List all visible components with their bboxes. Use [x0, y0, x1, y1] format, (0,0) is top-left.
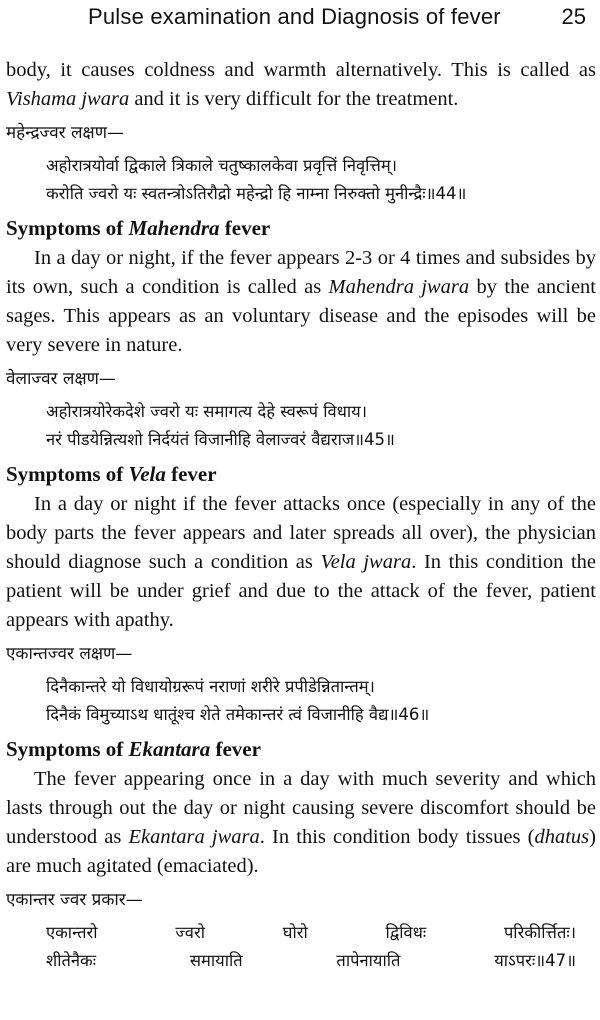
italic-term: Mahendra jwara: [328, 276, 470, 298]
verse-line: अहोरात्रयोर्वा द्विकाले त्रिकाले चतुष्कालकेवा प्रवृत्तिं निवृत्तिम्।: [46, 156, 397, 175]
heading-text: fever: [219, 216, 271, 240]
verse-44: [46, 152, 596, 208]
text-run: and it is very difficult for the treatment.: [129, 88, 459, 110]
verse-word: एकान्तरो: [46, 923, 98, 942]
paragraph-mahendra: [6, 244, 596, 360]
italic-term: Ekantara jwara: [128, 826, 260, 848]
paragraph-vela: [6, 490, 596, 635]
text-run: . In this condition the patient will be under grief and due to the attack of the fever, patient appears with apathy.: [6, 551, 596, 631]
verse-45: [46, 398, 596, 454]
heading-vela: [6, 460, 596, 488]
verse-line: [46, 947, 576, 975]
sanskrit-label-vela: वेलाज्वर लक्षण—: [6, 369, 116, 389]
text-run: The fever appearing once in a day with much severity and which lasts through out the day or night causing severe discomfort should be understood as: [6, 768, 596, 848]
text-run: In a day or night, if the fever appears 2-3 or 4 times and subsides by its own, such a condition is called as: [6, 247, 596, 298]
verse-word: याऽपरः॥47॥: [494, 951, 576, 970]
verse-word: शीतेनैकः: [46, 951, 97, 970]
heading-ekantara: [6, 735, 596, 763]
heading-italic: Mahendra: [128, 216, 220, 240]
page-number: 25: [561, 4, 586, 29]
text-run: ) are much agitated (emaciated).: [6, 826, 596, 877]
verse-word: तापेनायाति: [336, 951, 401, 970]
text-run: In a day or night if the fever attacks once (especially in any of the body parts the fever appears and later spreads all over), the physician should diagnose such a condition as: [6, 493, 596, 573]
verse-line: [46, 919, 576, 947]
text-run: body, it causes coldness and warmth alternatively. This is called as: [6, 59, 596, 81]
heading-text: fever: [165, 462, 217, 486]
italic-term: Vishama jwara: [6, 88, 130, 110]
text-run: by the ancient sages. This appears as an voluntary disease and the episodes will be very severe in nature.: [6, 276, 597, 356]
verse-46: [46, 673, 596, 729]
heading-text: Symptoms of: [6, 216, 129, 240]
heading-text: Symptoms of: [6, 462, 129, 486]
verse-line: करोति ज्वरो यः स्वतन्त्रोऽतिरौद्रो महेन्द्रो हि नाम्ना निरुक्तो मुनीन्द्रैः॥44॥: [46, 184, 467, 203]
verse-word: ज्वरो: [175, 923, 205, 942]
verse-word: समायाति: [189, 951, 243, 970]
verse-word: परिकीर्त्तितः।: [503, 923, 576, 942]
heading-text: fever: [210, 737, 261, 761]
italic-term: Vela jwara: [320, 551, 412, 573]
sanskrit-label-mahendra: महेन्द्रज्वर लक्षण—: [6, 123, 125, 143]
running-title: Pulse examination and Diagnosis of fever: [88, 4, 501, 29]
italic-term: dhatus: [534, 826, 590, 848]
verse-line: दिनैकं विमुच्याऽथ धातूंश्च शेते तमेकान्तरं त्वं विजानीहि वैद्य॥46॥: [46, 705, 430, 724]
page-header: [0, 4, 600, 32]
verse-word: घोरो: [282, 923, 308, 942]
verse-line: नरं पीडयेन्नित्यशो निर्दयंतं विजानीहि वेलाज्वरं वैद्यराज॥45॥: [46, 430, 395, 449]
verse-line: अहोरात्रयोरेकदेशे ज्वरो यः समागत्य देहे स्वरूपं विधाय।: [46, 402, 367, 421]
sanskrit-label-ekantara: एकान्तज्वर लक्षण—: [6, 644, 133, 664]
intro-paragraph: [6, 56, 596, 114]
heading-italic: Vela: [128, 462, 166, 486]
verse-line: दिनैकान्तरे यो विधायोग्ररूपं नराणां शरीरे प्रपीडेन्नितान्तम्।: [46, 677, 375, 696]
paragraph-ekantara: [6, 765, 596, 881]
page-content: [6, 56, 596, 981]
verse-47: [46, 919, 596, 975]
heading-italic: Ekantara: [128, 737, 211, 761]
heading-text: Symptoms of: [6, 737, 129, 761]
heading-mahendra: [6, 214, 596, 242]
verse-word: द्विविधः: [385, 923, 427, 942]
sanskrit-label-prakara: एकान्तर ज्वर प्रकार—: [6, 890, 143, 910]
text-run: . In this condition body tissues (: [259, 826, 535, 848]
